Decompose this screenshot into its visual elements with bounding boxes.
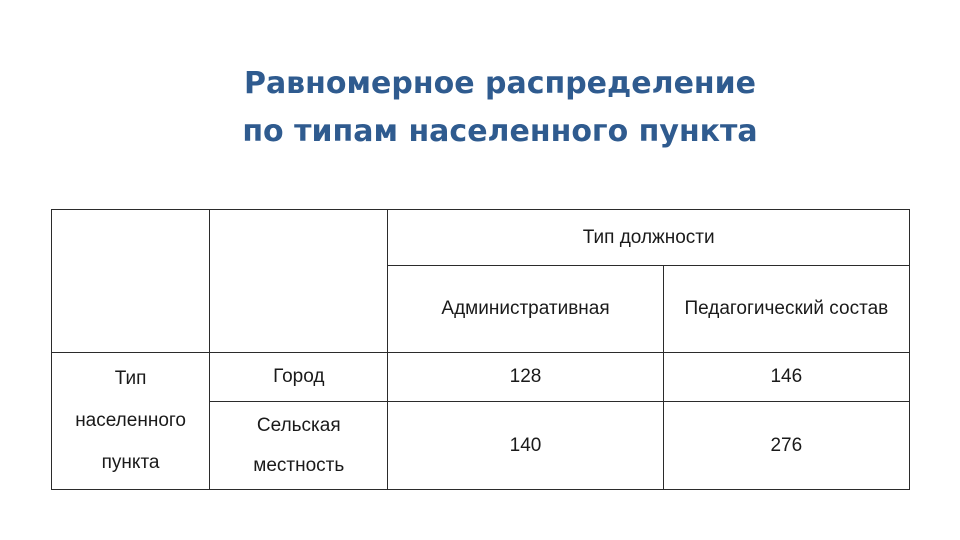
row-group-line-1: Тип xyxy=(114,368,147,389)
empty-corner-cell-1 xyxy=(52,210,210,353)
row-group-line-3: пункта xyxy=(101,452,160,473)
header-group-position-type: Тип должности xyxy=(388,210,910,266)
cell-city-administrative: 128 xyxy=(388,353,663,402)
row-label-rural-line-2: местность xyxy=(253,454,345,476)
slide-title-line-2: по типам населенного пункта xyxy=(242,114,758,149)
row-group-line-2: населенного xyxy=(75,410,186,431)
row-label-rural-line-1: Сельская xyxy=(256,414,341,436)
slide-title xyxy=(200,60,800,156)
column-header-administrative: Административная xyxy=(388,266,663,353)
cell-rural-teaching-staff: 276 xyxy=(663,402,909,490)
distribution-table xyxy=(51,209,910,490)
row-group-settlement-type xyxy=(52,353,210,490)
row-label-rural xyxy=(210,402,388,490)
row-label-city: Город xyxy=(210,353,388,402)
column-header-teaching-staff: Педагогический состав xyxy=(663,266,909,353)
cell-rural-administrative: 140 xyxy=(388,402,663,490)
empty-corner-cell-2 xyxy=(210,210,388,353)
slide-title-line-1: Равномерное распределение xyxy=(243,66,757,101)
cell-city-teaching-staff: 146 xyxy=(663,353,909,402)
